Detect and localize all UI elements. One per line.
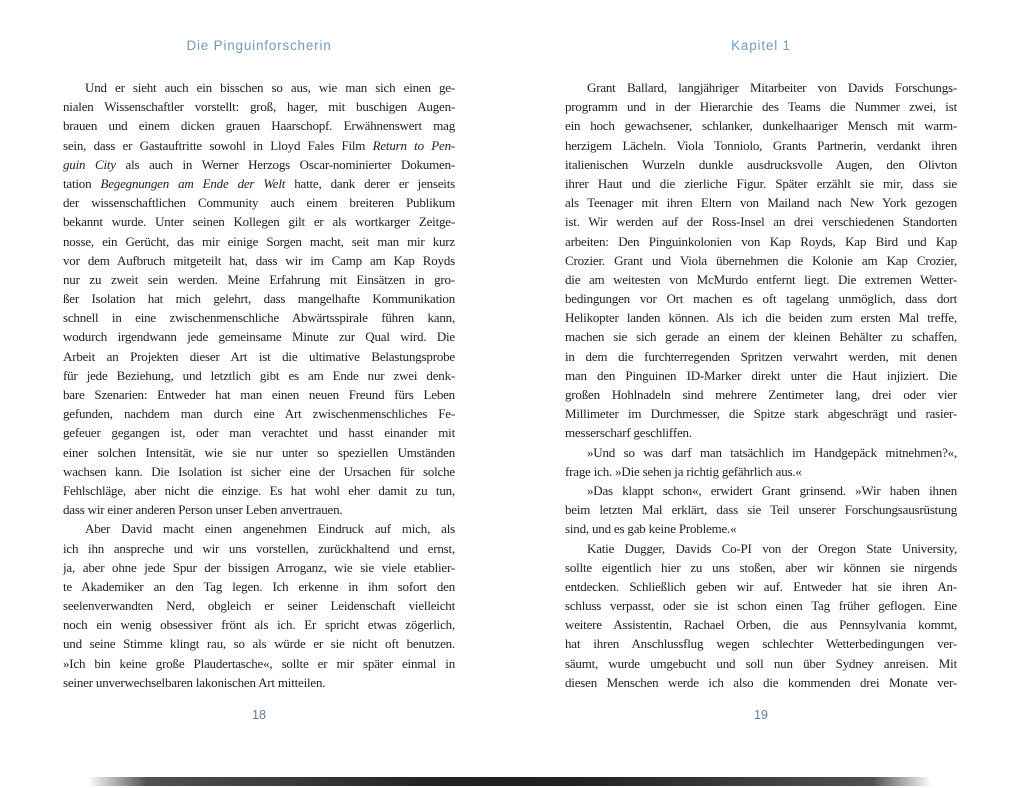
text-line: bare Szenarien: Entweder hat man einen neuen Freund fürs Leben <box>63 387 455 402</box>
text-line: Aber David macht einen angenehmen Eindruck auf mich, als <box>85 521 455 537</box>
running-title-left: Die Pinguinforscherin <box>186 38 332 53</box>
text-line: wachsen kann. Die Isolation ist sicher eine der Ursachen für solche <box>63 463 455 479</box>
text-line: als Teenager mit ihren Eltern von Mailand nach New York gezogen <box>565 195 957 211</box>
text-line: sind, und es gab keine Probleme.« <box>565 521 737 537</box>
text-line: Katie Dugger, Davids Co-PI von der Oregon State University, <box>587 540 957 556</box>
page-number-right: 19 <box>754 708 768 722</box>
text-line: bekannt wurde. Unter seinen Kollegen gilt er als wortkarger Zeitge- <box>63 214 455 230</box>
text-line: der wissenschaftlichen Community auch einem breiteren Publikum <box>63 195 455 211</box>
text-line: Fehlschläge, aber nicht die einzige. Es hat wohl eher damit zu tun, <box>63 482 455 498</box>
text-line: ist. Wir werden auf der Ross-Insel an drei verschiedenen Standorten <box>565 214 957 230</box>
text-line: seiner unverwechselbaren lakonischen Art mitteilen. <box>63 674 326 690</box>
text-line: schluss verpasst, oder sie ist schon einen Tag früher geflogen. Eine <box>565 598 957 614</box>
text-line: nur zu zweit sein werden. Meine Erfahrung mit Einsätzen in gro- <box>63 271 455 287</box>
text-line: schnell in eine zwischenmenschliche Abwärtsspirale führen kann, <box>63 310 455 326</box>
text-line: sollte eigentlich hier zu uns stoßen, aber wir können sie nirgends <box>565 559 957 575</box>
text-line: noch ein wenig obsessiver frönt als ich. Er spricht etwas zögerlich, <box>63 617 455 633</box>
text-line: einer solchen Intensität, wie sie nur unter so speziellen Umständen <box>63 444 455 460</box>
text-line: tation Begegnungen am Ende der Welt hatte, dank derer er jenseits <box>63 175 455 191</box>
text-line: ja, aber ohne jede Spur der bissigen Arroganz, wie sie viele etablier- <box>63 559 455 575</box>
text-line: die am weitesten von McMurdo entfernt liegt. Die extremen Wetter- <box>565 271 957 287</box>
text-line: Helikopter landen können. Als ich die beiden zum ersten Mal treffe, <box>565 310 957 326</box>
text-line: für jede Beziehung, und letztlich gibt es am Ende nur zwei denk- <box>63 367 455 383</box>
text-line: herzigem Lächeln. Viola Tonniolo, Grants Partnerin, verdankt ihren <box>565 137 957 153</box>
text-line: gefeuer gegangen ist, oder man verachtet und hasst einander mit <box>63 425 455 441</box>
page-text-left <box>63 78 455 692</box>
text-line: wodurch irgendwann jede gemeinsame Minute zur Qual wird. Die <box>63 329 455 345</box>
page-number-left: 18 <box>252 708 266 722</box>
text-line: nialen Wissenschaftler vorstellt: groß, hager, mit buschigen Augen- <box>63 99 455 115</box>
text-line: arbeiten: Den Pinguinkolonien von Kap Royds, Kap Bird und Kap <box>565 233 957 249</box>
text-line: und seine Stimme klingt rau, so als würde er sie nicht oft benutzen. <box>63 636 455 652</box>
text-line: »Das klappt schon«, erwidert Grant grinsend. »Wir haben ihnen <box>587 482 957 498</box>
text-line: italienischen Wurzeln dunkle ausdrucksvolle Augen, den Olivton <box>565 156 957 172</box>
text-line: ich ihn anspreche und wir uns vorstellen, zurückhaltend und ernst, <box>63 540 455 556</box>
book-page-left[interactable] <box>63 0 455 760</box>
text-line: säumt, wurde umgebucht und soll nun über Sydney anreisen. Mit <box>565 655 957 671</box>
text-line: entdecken. Schließlich geben wir auf. Entweder hat sie ihren An- <box>565 578 957 594</box>
text-line: diesen Menschen werde ich also die kommenden drei Monate ver- <box>565 674 957 690</box>
text-line: Crozier. Grant und Viola übernehmen die Kolonie am Kap Crozier, <box>565 252 957 268</box>
running-title-right: Kapitel 1 <box>731 38 791 53</box>
text-line: in dem die furchterregenden Spritzen verwahrt werden, mit denen <box>565 348 957 364</box>
text-line: brauen und einem dicken grauen Haarschopf. Erwähnenswert mag <box>63 118 455 134</box>
text-line: »Und so was darf man tatsächlich im Handgepäck mitnehmen?«, <box>587 444 957 460</box>
text-line: »Ich bin keine große Plaudertasche«, sollte er mir später einmal in <box>63 655 455 671</box>
text-line: weitere Assistentin, Rachael Orben, die aus Pennsylvania kommt, <box>565 617 957 633</box>
text-line: sein, dass er Gastauftritte sowohl in Lloyd Fales Film Return to Pen- <box>63 137 455 153</box>
text-line: ßer Isolation hat mich gelehrt, dass mangelhafte Kommunikation <box>63 291 455 307</box>
text-line: messerscharf geschliffen. <box>565 425 692 441</box>
bottom-shadow-bar <box>88 777 932 786</box>
text-line: machen sie sich gerade an einem der kleinen Behälter zu schaffen, <box>565 329 957 345</box>
text-line: ihrer Haut und die zierliche Figur. Später erzählt sie mir, dass sie <box>565 175 957 191</box>
text-line: Und er sieht auch ein bisschen so aus, wie man sich einen ge- <box>85 80 455 95</box>
text-line: großen Hohlnadeln sind mehrere Zentimeter lang, drei oder vier <box>565 387 957 402</box>
text-line: programm und in der Hierarchie des Teams die Nummer zwei, ist <box>565 99 957 115</box>
text-line: ein hoch gewachsener, schlanker, dunkelhaariger Mensch mit warm- <box>565 118 957 134</box>
text-line: beim letzten Mal erklärt, dass sie Teil unserer Forschungsausrüstung <box>565 502 957 518</box>
text-line: Millimeter im Durchmesser, die Spitze stark abgeschrägt und rasier- <box>565 406 957 422</box>
text-line: seelenverwandten Nerd, obgleich er seiner Leidenschaft vielleicht <box>63 598 455 614</box>
text-line: guin City als auch in Werner Herzogs Oscar-nominierter Dokumen- <box>63 156 455 172</box>
text-line: hat ihren Anschlussflug wegen schlechter Wetterbedingungen ver- <box>565 636 957 652</box>
text-line: te Akademiker an den Tag legen. Ich erkenne in ihm sofort den <box>63 578 455 594</box>
text-line: Arbeit an Projekten dieser Art ist die ultimative Belastungsprobe <box>63 348 455 364</box>
page-text-right <box>565 78 957 692</box>
text-line: frage ich. »Die sehen ja richtig gefährlich aus.« <box>565 463 802 479</box>
text-line: Grant Ballard, langjähriger Mitarbeiter von Davids Forschungs- <box>587 80 957 95</box>
text-line: dass wir einer anderen Person unser Leben anvertrauen. <box>63 502 343 518</box>
book-page-right[interactable] <box>565 0 957 760</box>
text-line: vor dem Aufbruch mitgeteilt hat, dass wir im Camp am Kap Royds <box>63 252 455 268</box>
text-line: gefunden, nachdem man durch eine Art zwischenmenschliches Fe- <box>63 406 455 422</box>
text-line: man den Pinguinen ID-Marker direkt unter die Haut injiziert. Die <box>565 367 957 383</box>
text-line: bedingungen vor Ort machen es oft tagelang unmöglich, dass dort <box>565 291 957 307</box>
text-line: nosse, ein Gerücht, das mir einige Sorgen macht, seit man mir kurz <box>63 233 455 249</box>
